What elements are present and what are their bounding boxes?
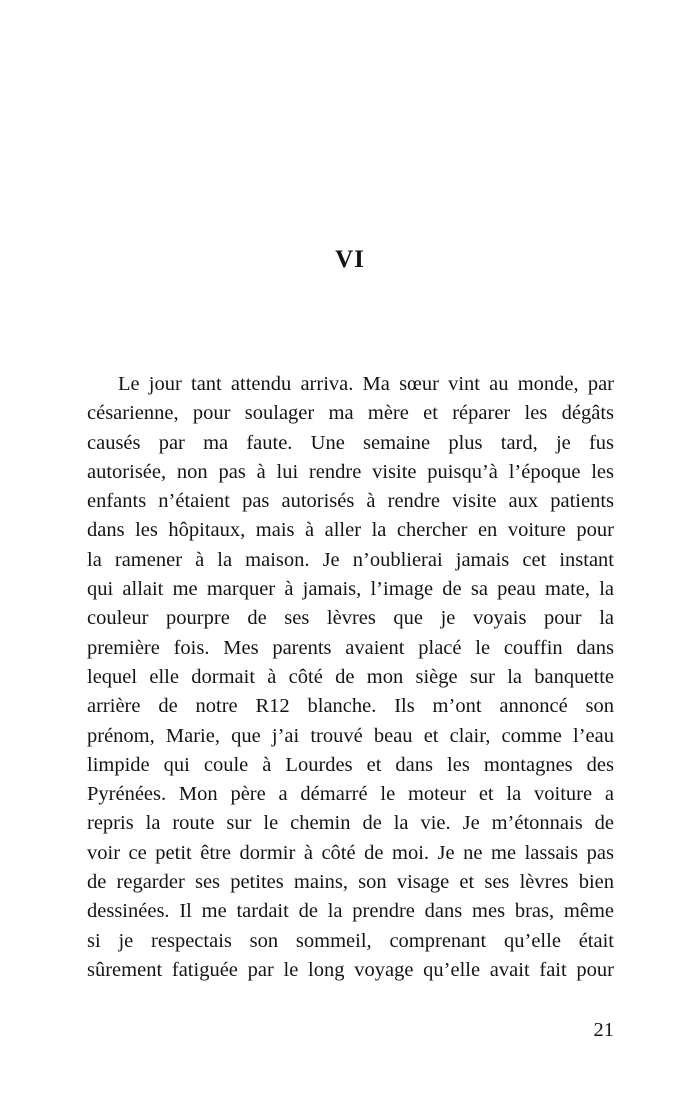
text-line: arrière de notre R12 blanche. Ils m’ont annoncé son (87, 695, 614, 718)
text-line: de regarder ses petites mains, son visage et ses lèvres bien (87, 871, 614, 894)
text-line: voir ce petit être dormir à côté de moi. Je ne me lassais pas (87, 841, 614, 864)
text-line: dessinées. Il me tardait de la prendre dans mes bras, même (87, 900, 614, 923)
text-line: limpide qui coule à Lourdes et dans les montagnes des (87, 753, 614, 776)
text-line: la ramener à la maison. Je n’oublierai jamais cet instant (87, 548, 614, 571)
text-line: Le jour tant attendu arriva. Ma sœur vint au monde, par (118, 373, 614, 395)
text-line: si je respectais son sommeil, comprenant qu’elle était (87, 929, 614, 952)
text-line: Pyrénées. Mon père a démarré le moteur et la voiture a (87, 783, 614, 806)
text-line: repris la route sur le chemin de la vie. Je m’étonnais de (87, 812, 614, 835)
text-line: dans les hôpitaux, mais à aller la chercher en voiture pour (87, 519, 614, 542)
chapter-title: VI (335, 246, 365, 273)
text-line: prénom, Marie, que j’ai trouvé beau et clair, comme l’eau (87, 724, 614, 747)
text-line: enfants n’étaient pas autorisés à rendre visite aux patients (87, 490, 614, 513)
text-line: couleur pourpre de ses lèvres que je voyais pour la (87, 607, 614, 630)
text-line: sûrement fatiguée par le long voyage qu’elle avait fait pour (87, 958, 614, 981)
page-number: 21 (593, 1019, 614, 1041)
text-line: causés par ma faute. Une semaine plus tard, je fus (87, 431, 614, 454)
text-line: autorisée, non pas à lui rendre visite puisqu’à l’époque les (87, 460, 614, 483)
body-paragraph (87, 370, 614, 985)
text-line: lequel elle dormait à côté de mon siège sur la banquette (87, 665, 614, 688)
text-line: première fois. Mes parents avaient placé le couffin dans (87, 636, 614, 659)
text-line: césarienne, pour soulager ma mère et réparer les dégâts (87, 402, 614, 425)
text-line: qui allait me marquer à jamais, l’image de sa peau mate, la (87, 578, 614, 601)
